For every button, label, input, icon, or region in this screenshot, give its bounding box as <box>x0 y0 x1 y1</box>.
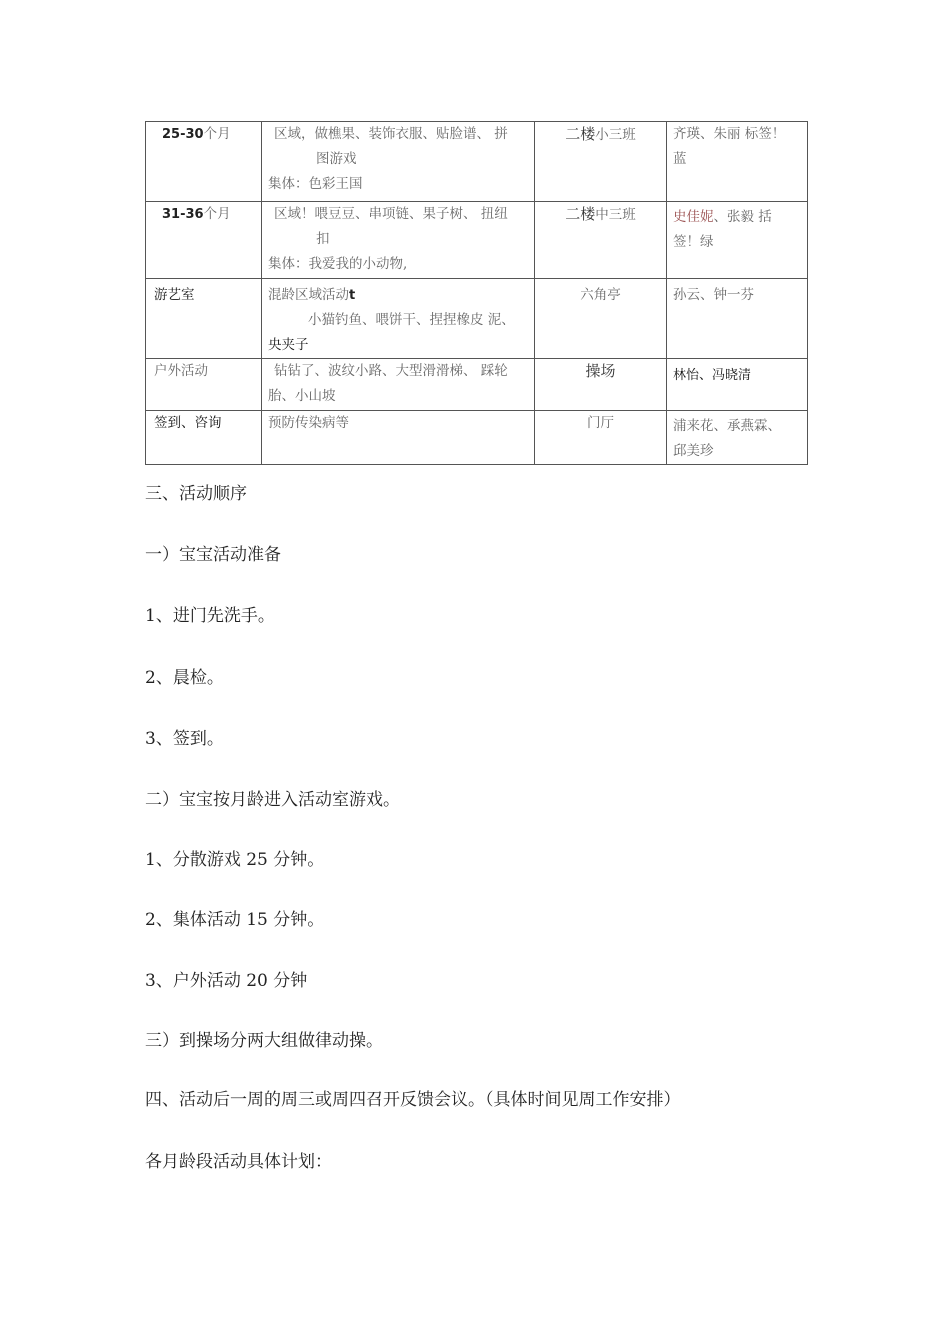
content-line: 钻钻了、波纹小路、大型滑滑梯、 踩轮 <box>274 363 508 379</box>
staff-line <box>673 205 801 230</box>
area-cell: 户外活动 <box>146 359 262 411</box>
list-item: 3、签到。 <box>145 729 224 749</box>
age-range: 31-36 <box>162 207 204 222</box>
content-line: 胎、小山坡 <box>268 388 336 404</box>
staff-names: 、张毅 括 <box>713 209 772 225</box>
content-line: 区域！喂豆豆、串项链、果子树、 扭纽 <box>274 206 508 222</box>
staff-line: 齐瑛、朱丽 标签！ <box>673 126 786 142</box>
activity-content-cell: 预防传染病等 <box>262 411 535 465</box>
location-cell <box>535 202 667 279</box>
table-row <box>146 122 808 202</box>
staff-cell <box>667 411 808 465</box>
staff-line: 签！绿 <box>673 234 714 250</box>
table-row <box>146 359 808 411</box>
content-line: 混龄区域活动 <box>268 287 349 303</box>
activity-content-cell <box>262 359 535 411</box>
age-unit: 个月 <box>203 126 231 142</box>
activity-schedule-table <box>145 121 808 465</box>
list-item: 2、晨检。 <box>145 668 224 688</box>
table-row <box>146 202 808 279</box>
content-mark: t <box>349 288 356 303</box>
plan-heading: 各月龄段活动具体计划： <box>145 1152 332 1172</box>
class-name: 小三班 <box>595 127 636 143</box>
table-row <box>146 279 808 359</box>
list-item: 1、分散游戏 25 分钟。 <box>145 850 325 870</box>
staff-line: 浦来花、承燕霖、 <box>673 418 781 434</box>
activity-content-cell <box>262 122 535 202</box>
location-cell <box>535 122 667 202</box>
section-heading: 四、活动后一周的周三或周四召开反馈会议。（具体时间见周工作安排） <box>145 1090 681 1110</box>
section-heading: 三、活动顺序 <box>145 484 247 504</box>
location-cell: 六角亭 <box>535 279 667 359</box>
activity-content-cell <box>262 202 535 279</box>
age-group-cell <box>146 202 262 279</box>
area-cell: 签到、咨询 <box>146 411 262 465</box>
staff-line: 邱美珍 <box>673 443 714 459</box>
content-line: 小猫钓鱼、喂饼干、捏捏橡皮 泥、 <box>308 312 515 328</box>
list-item: 2、集体活动 15 分钟。 <box>145 910 325 930</box>
floor-label: 二楼 <box>565 125 596 143</box>
activity-content-cell <box>262 279 535 359</box>
staff-line: 蓝 <box>673 151 687 167</box>
staff-name-highlight: 史佳妮 <box>673 209 714 225</box>
subsection-heading: 二）宝宝按月龄进入活动室游戏。 <box>145 790 400 810</box>
age-group-cell <box>146 122 262 202</box>
content-line: 图游戏 <box>316 151 357 167</box>
class-name: 中三班 <box>595 207 636 223</box>
staff-cell <box>667 122 808 202</box>
subsection-heading: 一）宝宝活动准备 <box>145 545 281 565</box>
table-row <box>146 411 808 465</box>
subsection-heading: 三）到操场分两大组做律动操。 <box>145 1031 383 1051</box>
content-line: 扣 <box>316 231 330 247</box>
content-line: 区域，做樵果、装饰衣服、贴脸谱、 拼 <box>274 126 508 142</box>
content-line: 集体：色彩王国 <box>268 176 363 192</box>
staff-cell: 孙云、钟一芬 <box>667 279 808 359</box>
floor-label: 二楼 <box>565 205 596 223</box>
age-range: 25-30 <box>162 127 204 142</box>
location-cell <box>535 359 667 411</box>
age-unit: 个月 <box>203 206 231 222</box>
list-item: 3、户外活动 20 分钟 <box>145 971 308 991</box>
location-label: 操场 <box>585 362 616 380</box>
staff-cell: 林怡、冯晓清 <box>667 359 808 411</box>
area-cell: 游艺室 <box>146 279 262 359</box>
staff-cell <box>667 202 808 279</box>
location-cell: 门厅 <box>535 411 667 465</box>
list-item: 1、进门先洗手。 <box>145 606 275 626</box>
content-line: 集体：我爱我的小动物, <box>268 256 408 272</box>
content-line: 央夹子 <box>268 337 309 353</box>
